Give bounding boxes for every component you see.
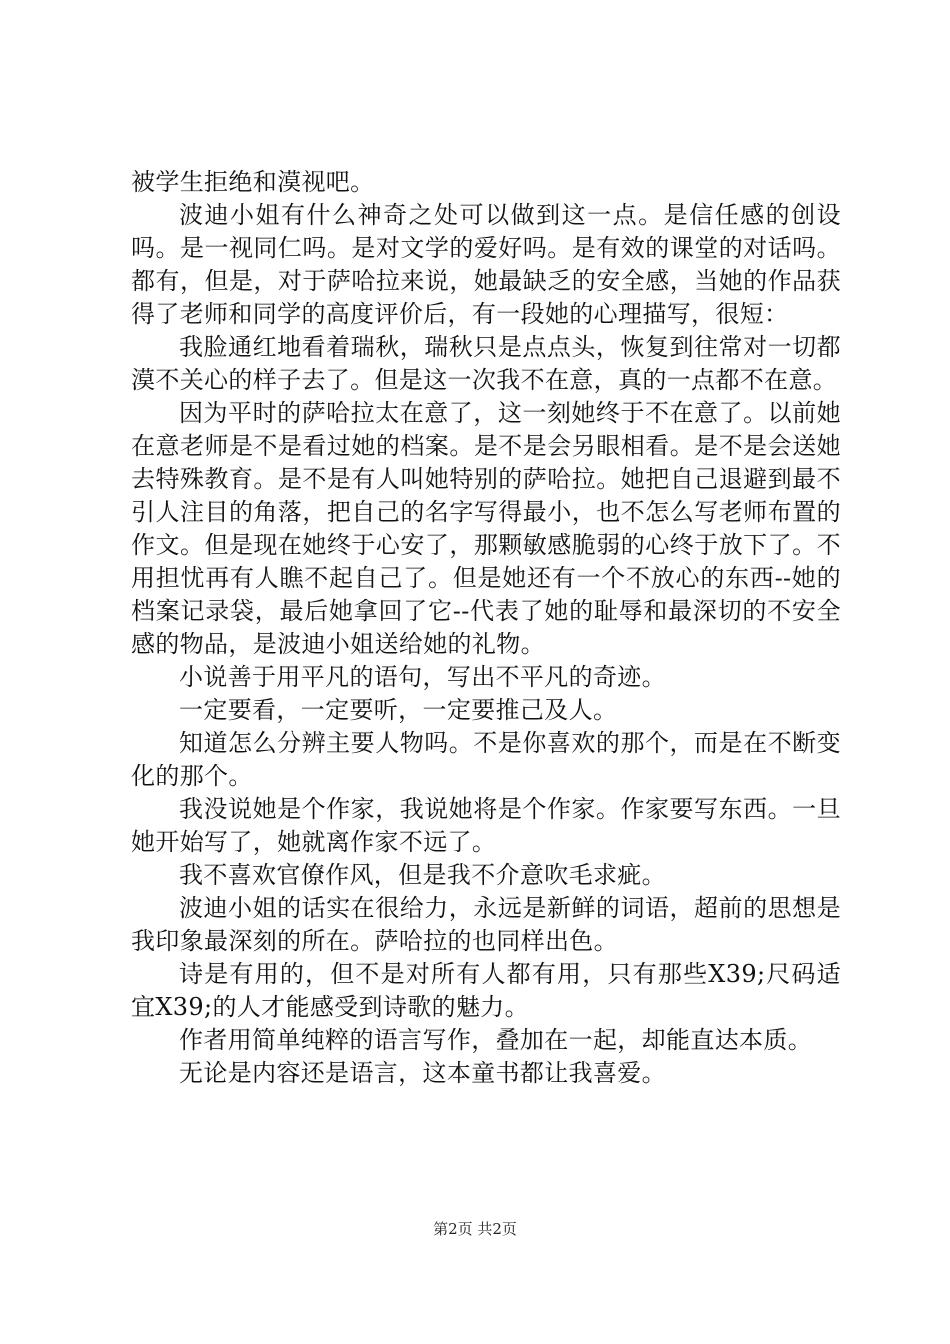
paragraph: 因为平时的萨哈拉太在意了，这一刻她终于不在意了。以前她在意老师是不是看过她的档案。是不是会另眼相看。是不是会送她去特殊教育。是不是有人叫她特别的萨哈拉。她把自己退避到最不引人注目的角落，把自己的名字写得最小，也不怎么写老师布置的作文。但是现在她终于心安了，那颗敏感脆弱的心终于放下了。不用担忧再有人瞧不起自己了。但是她还有一个不放心的东西--她的档案记录袋，最后她拿回了它--代表了她的耻辱和最深切的不安全感的物品，是波迪小姐送给她的礼物。 (131, 399, 841, 658)
paragraph: 作者用简单纯粹的语言写作，叠加在一起，却能直达本质。 (179, 1026, 813, 1054)
paragraph: 波迪小姐有什么神奇之处可以做到这一点。是信任感的创设吗。是一视同仁吗。是对文学的爱好吗。是有效的课堂的对话吗。都有，但是，对于萨哈拉来说，她最缺乏的安全感，当她的作品获得了老师和同学的高度评价后，有一段她的心理描写，很短： (131, 201, 841, 328)
paragraph: 我没说她是个作家，我说她将是个作家。作家要写东西。一旦她开始写了，她就离作家不远了。 (131, 795, 841, 856)
document-body (131, 166, 841, 1090)
paragraph: 波迪小姐的话实在很给力，永远是新鲜的词语，超前的思想是我印象最深刻的所在。萨哈拉的也同样出色。 (131, 894, 841, 955)
paragraph: 诗是有用的，但不是对所有人都有用，只有那些X39;尺码适宜X39;的人才能感受到诗歌的魅力。 (131, 960, 841, 1021)
paragraph: 被学生拒绝和漠视吧。 (131, 168, 375, 196)
paragraph: 无论是内容还是语言，这本童书都让我喜爱。 (179, 1059, 666, 1087)
paragraph: 一定要看，一定要听，一定要推己及人。 (179, 696, 618, 724)
paragraph: 知道怎么分辨主要人物吗。不是你喜欢的那个，而是在不断变化的那个。 (131, 729, 841, 790)
paragraph: 我不喜欢官僚作风，但是我不介意吹毛求疵。 (179, 861, 666, 889)
paragraph: 我脸通红地看着瑞秋，瑞秋只是点点头，恢复到往常对一切都漠不关心的样子去了。但是这一次我不在意，真的一点都不在意。 (131, 333, 841, 394)
paragraph: 小说善于用平凡的语句，写出不平凡的奇迹。 (179, 663, 666, 691)
page-number-footer: 第2页 共2页 (433, 1220, 517, 1238)
